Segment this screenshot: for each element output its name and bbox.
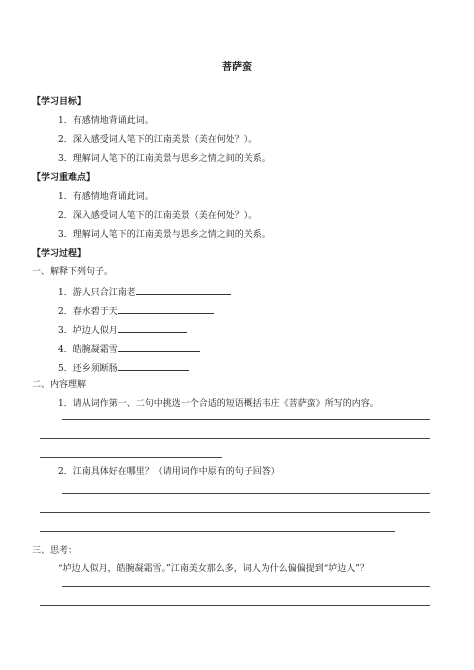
answer-blank[interactable] xyxy=(118,323,187,333)
translate-item-label: 3．垆边人似月 xyxy=(58,326,118,336)
translate-item-label: 5．还乡须断肠 xyxy=(58,364,118,374)
answer-blank[interactable] xyxy=(136,285,231,295)
page-title: 菩萨蛮 xyxy=(222,62,252,73)
translate-item-5 xyxy=(58,361,189,375)
answer-blank[interactable] xyxy=(118,361,189,371)
focus-item-1: 1．有感情地背诵此词。 xyxy=(58,192,154,202)
answer-blank[interactable] xyxy=(118,342,200,352)
answer-line[interactable] xyxy=(62,586,430,587)
translate-item-label: 2．春水碧于天 xyxy=(58,307,118,317)
translate-item-label: 1．游人只合江南老 xyxy=(58,288,136,298)
answer-line[interactable] xyxy=(40,605,430,606)
translate-item-label: 4．皓腕凝霜雪 xyxy=(58,345,118,355)
translate-item-3 xyxy=(58,323,187,337)
focus-item-2: 2．深入感受词人笔下的江南美景（美在何处？）。 xyxy=(58,211,258,221)
part2-heading: 二、内容理解 xyxy=(32,380,87,390)
focus-item-3: 3．理解词人笔下的江南美景与思乡之情之间的关系。 xyxy=(58,230,271,240)
process-heading: 【学习过程】 xyxy=(32,249,87,259)
goals-heading: 【学习目标】 xyxy=(32,97,87,107)
answer-line[interactable] xyxy=(40,457,222,458)
question-3: “垆边人似月，皓腕凝霜雪。”江南美女那么多，词人为什么偏偏提到“垆边人”？ xyxy=(58,564,369,574)
focus-heading: 【学习重难点】 xyxy=(32,173,96,183)
goal-item-1: 1．有感情地背诵此词。 xyxy=(58,116,154,126)
translate-item-1 xyxy=(58,285,231,299)
part1-heading: 一、解释下列句子。 xyxy=(32,267,114,277)
translate-item-4 xyxy=(58,342,200,356)
question-1: 1．请从词作第一、二句中挑选一个合适的短语概括韦庄《菩萨蛮》所写的内容。 xyxy=(58,399,379,409)
answer-line[interactable] xyxy=(40,438,430,439)
answer-blank[interactable] xyxy=(118,304,214,314)
goal-item-2: 2．深入感受词人笔下的江南美景（美在何处？）。 xyxy=(58,135,258,145)
answer-line[interactable] xyxy=(40,531,395,532)
answer-line[interactable] xyxy=(62,419,430,420)
answer-line[interactable] xyxy=(62,493,430,494)
part3-heading: 三、思考： xyxy=(32,546,78,556)
question-2: 2．江南具体好在哪里？（请用词作中原有的句子回答） xyxy=(58,467,280,477)
answer-line[interactable] xyxy=(40,512,430,513)
goal-item-3: 3．理解词人笔下的江南美景与思乡之情之间的关系。 xyxy=(58,154,271,164)
translate-item-2 xyxy=(58,304,214,318)
